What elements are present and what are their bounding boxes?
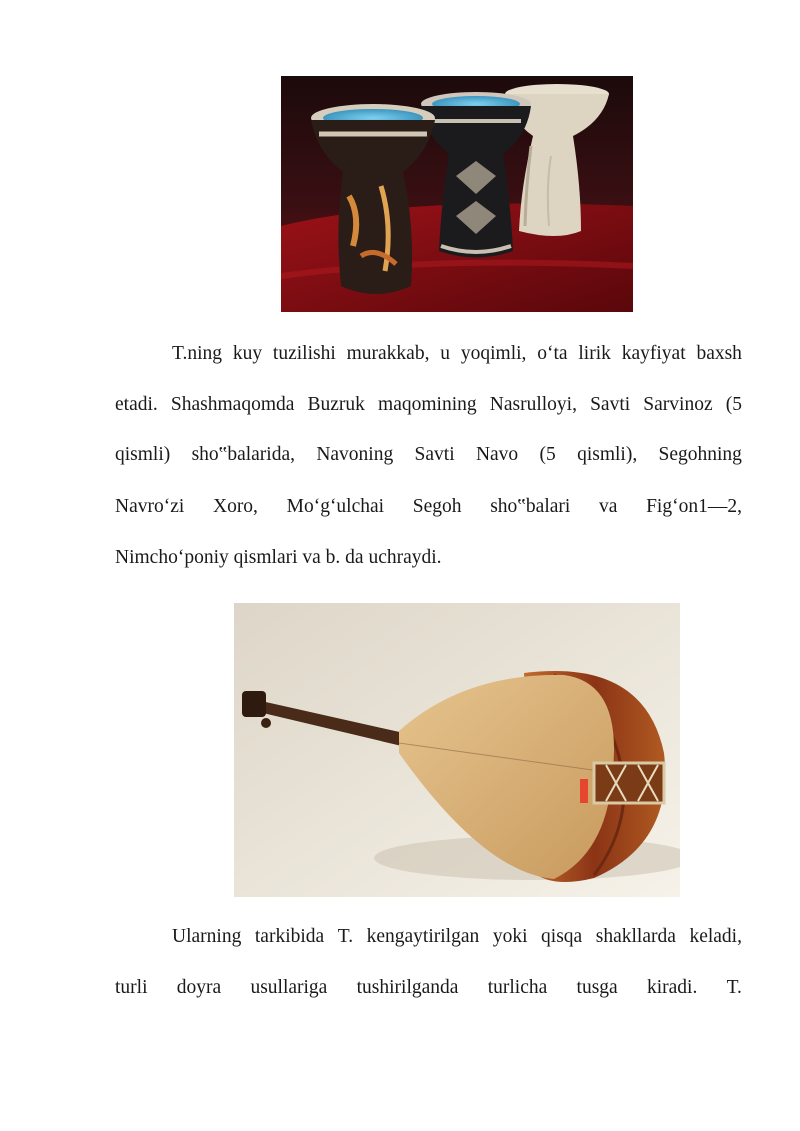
word: yoki xyxy=(492,926,528,947)
word: Ularning xyxy=(172,926,242,947)
word: turlicha xyxy=(487,977,548,998)
word: Navroʻzi xyxy=(115,496,185,517)
word: keladi, xyxy=(689,926,742,947)
word: oʻta xyxy=(537,343,568,364)
word: shakllarda xyxy=(595,926,676,947)
word: T.ning xyxy=(172,343,223,364)
lute-photo-icon xyxy=(234,603,680,897)
p1-line-5: Nimchoʻponiy qismlari va b. da uchraydi. xyxy=(115,547,442,568)
word: tarkibida xyxy=(254,926,325,947)
word: kuy xyxy=(232,343,263,364)
word: tushirilganda xyxy=(356,977,459,998)
tanbur-lute-image xyxy=(234,603,680,897)
word: u xyxy=(440,343,451,364)
word: Shashmaqomda xyxy=(170,394,295,415)
word: baxsh xyxy=(696,343,742,364)
word: usullariga xyxy=(250,977,328,998)
p1-line-1 xyxy=(172,342,742,366)
word: qismli) xyxy=(115,444,171,465)
doira-drums-image xyxy=(281,76,633,312)
word: Segoh xyxy=(412,496,462,517)
p2-line-1 xyxy=(172,925,742,949)
word: Savti xyxy=(414,444,455,465)
drums-photo-icon xyxy=(281,76,633,312)
word: sho‟balarida, xyxy=(191,444,295,465)
word: (5 xyxy=(725,394,742,415)
word: murakkab, xyxy=(346,343,430,364)
word: (5 xyxy=(539,444,556,465)
word: kengaytirilgan xyxy=(366,926,480,947)
word: sho‟balari xyxy=(490,496,571,517)
p1-line-4 xyxy=(115,495,742,519)
word: Moʻgʻulchai xyxy=(286,496,385,517)
word: Nasrulloyi, xyxy=(489,394,577,415)
word: va xyxy=(599,496,618,517)
word: Navoning xyxy=(316,444,394,465)
word: tuzilishi xyxy=(272,343,336,364)
word: Xoro, xyxy=(212,496,258,517)
word: lirik xyxy=(578,343,611,364)
word: yoqimli, xyxy=(460,343,527,364)
word: maqomining xyxy=(378,394,477,415)
p1-line-3 xyxy=(115,443,742,467)
word: Segohning xyxy=(658,444,742,465)
p2-line-2 xyxy=(115,976,742,1000)
word: kayfiyat xyxy=(621,343,686,364)
word: qisqa xyxy=(541,926,583,947)
word: Sarvinoz xyxy=(643,394,713,415)
word: qismli), xyxy=(577,444,638,465)
word: tusga xyxy=(576,977,618,998)
word: turli xyxy=(115,977,148,998)
word: Navo xyxy=(475,444,519,465)
word: kiradi. xyxy=(646,977,698,998)
word: Savti xyxy=(590,394,631,415)
word: T. xyxy=(337,926,354,947)
word: Figʻon1—2, xyxy=(646,496,742,517)
word: Buzruk xyxy=(307,394,365,415)
word: doyra xyxy=(176,977,222,998)
word: etadi. xyxy=(115,394,158,415)
word: T. xyxy=(726,977,742,998)
p1-line-2 xyxy=(115,393,742,417)
